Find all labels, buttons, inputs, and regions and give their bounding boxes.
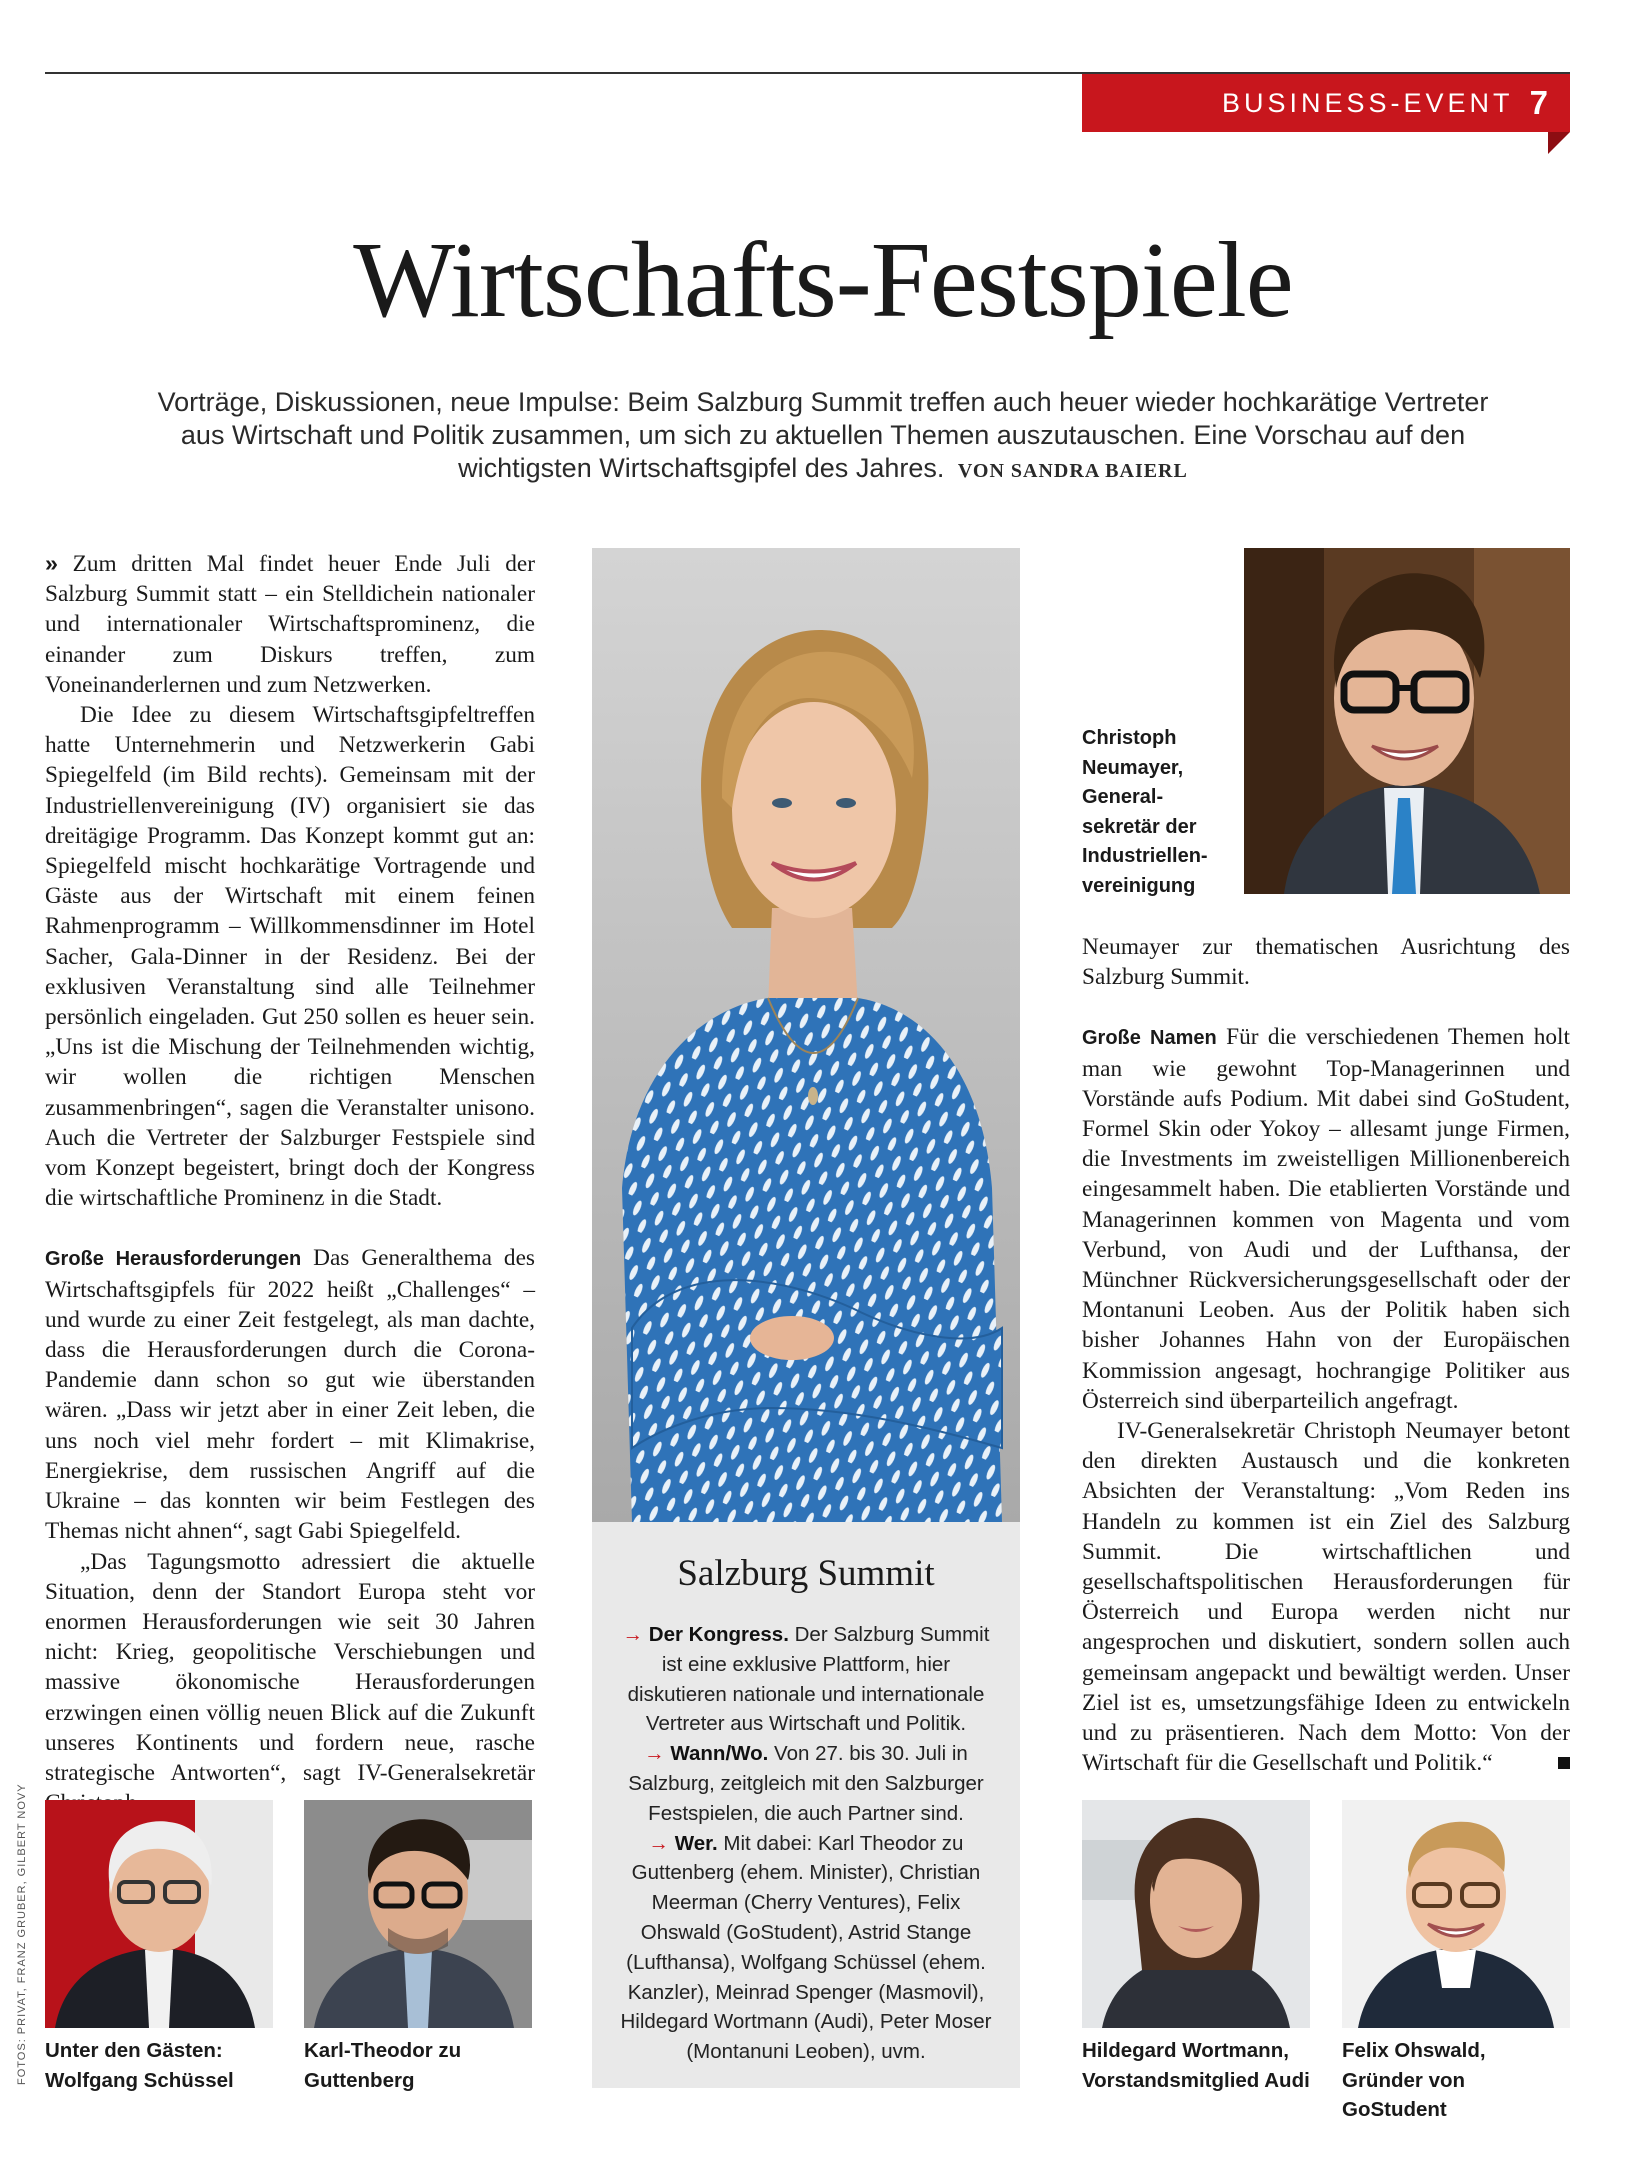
subheading: Große Herausforderungen xyxy=(45,1248,302,1271)
portrait-illustration xyxy=(304,1800,532,2028)
portrait-illustration xyxy=(45,1800,273,2028)
info-item-label: Wer. xyxy=(674,1831,718,1855)
arrow-icon: → xyxy=(648,1831,670,1855)
neumayer-caption: Christoph Neumayer, Generalsekretär der Industriellenvereinigung xyxy=(1082,727,1208,897)
portrait-illustration xyxy=(1244,548,1570,894)
schuessel-photo xyxy=(45,1800,273,2028)
paragraph xyxy=(45,1243,535,1546)
paragraph xyxy=(1082,1022,1570,1416)
guttenberg-photo xyxy=(304,1800,532,2028)
info-item-text: Der Salzburg Summit ist eine exklusive Plattform, hier diskutieren nationale und internationale Vertreter aus Wirtschaft und Politik. xyxy=(627,1623,990,1736)
schuessel-caption: Unter den Gästen: Wolfgang Schüssel xyxy=(45,2039,234,2092)
portrait-illustration xyxy=(592,548,1020,1522)
article-column-left xyxy=(45,548,535,1818)
end-mark xyxy=(1558,1757,1570,1769)
info-item-label: Der Kongress. xyxy=(648,1623,789,1646)
wortmann-caption: Hildegard Wortmann, Vorstandsmitglied Audi xyxy=(1082,2039,1310,2092)
info-item-label: Wann/Wo. xyxy=(670,1742,769,1766)
wortmann-photo xyxy=(1082,1800,1310,2028)
info-item-text: Mit dabei: Karl Theodor zu Guttenberg (ehem. Minister), Christian Meerman (Cherry Ventures), Felix Ohswald (GoStudent), Astrid Stange (Lufthansa), Wolfgang Schüssel (ehem. Kanzler), Meinrad Spenger (Masmovil), Hildegard Wortmann (Audi), Peter Moser (Montanuni Leoben), uvm. xyxy=(620,1831,992,2064)
deck xyxy=(140,386,1506,488)
paragraph xyxy=(1082,1416,1570,1778)
paragraph-text: Für die verschiedenen Themen holt man wie gewohnt Top-Managerinnen und Vorstände aufs Podium. Mit dabei sind GoStudent, Formel Skin oder Yokoy – allesamt junge Firmen, die Investments im zweistelligen Millionenbereich eingesammelt haben. Die etablierten Vorstände und Managerinnen kommen von Magenta und vom Verbund, von Audi und der Lufthansa, der Münchner Rückversicherungsgesellschaft oder der Montanuni Leoben. Aus der Politik haben sich bisher Johannes Hahn von der Europäischen Kommission angesagt, hochrangige Politiker aus Österreich sind überparteilich angefragt. xyxy=(1082,1024,1571,1414)
neumayer-photo xyxy=(1244,548,1570,894)
paragraph: Die Idee zu diesem Wirtschaftsgipfeltreffen hatte Unternehmerin und Netzwerkerin Gabi Spiegelfeld (im Bild rechts). Gemeinsam mit der Industriellenvereinigung (IV) organisiert sie das dreitägige Programm. Das Konzept kommt gut an: Spiegelfeld mischt hochkarätige Vortragende und Gäste aus der Wirtschaft mit einem feinen Rahmenprogramm – Willkommensdinner im Hotel Sacher, Gala-Dinner in der Residenz. Bei der exklusiven Veranstaltung sind alle Teilnehmer persönlich eingeladen. Gut 250 sollen es heuer sein. „Uns ist die Mischung der Teilnehmenden wichtig, wir wollen die richtigen Menschen zusammenbringen“, sagen die Veranstalter unisono. Auch die Vertreter der Salzburger Festspiele sind vom Konzept begeistert, bringt doch der Kongress die wirtschaftliche Prominenz in die Stadt. xyxy=(45,702,535,1212)
deck-text: Vorträge, Diskussionen, neue Impulse: Beim Salzburg Summit treffen auch heuer wieder hochkarätige Vertreter aus Wirtschaft und Politik zusammen, um sich zu aktuellen Themen auszutauschen. Eine Vorschau auf den wichtigsten Wirtschaftsgipfel des Jahres. xyxy=(157,387,1489,483)
byline: VON SANDRA BAIERL xyxy=(957,460,1188,482)
main-portrait-photo xyxy=(592,548,1020,1522)
headline: Wirtschafts-Festspiele xyxy=(353,221,1293,340)
info-box-title: Salzburg Summit xyxy=(677,1553,935,1594)
ohswald-caption: Felix Ohswald, Gründer von GoStudent xyxy=(1342,2039,1486,2121)
rubric-fold xyxy=(1548,132,1570,154)
ohswald-photo xyxy=(1342,1800,1570,2028)
info-box xyxy=(592,1522,1020,2088)
lead-mark: » xyxy=(45,550,58,576)
portrait-illustration xyxy=(1342,1800,1570,2028)
portrait-illustration xyxy=(1082,1800,1310,2028)
paragraph xyxy=(45,548,535,700)
paragraph-text: Zum dritten Mal findet heuer Ende Juli der Salzburg Summit statt – ein Stelldichein nationaler und internationaler Wirtschaftsprominenz, die einander zum Diskurs treffen, zum Voneinanderlernen und zum Netzwerken. xyxy=(45,551,535,698)
arrow-icon: → xyxy=(644,1742,665,1766)
paragraph-text: IV-Generalsekretär Christoph Neumayer betont den direkten Austausch und die konkreten Absichten der Veranstaltung: „Vom Reden ins Handeln zu kommen ist ein Ziel des Salzburg Summit. Die wirtschaftlichen und gesellschaftspolitischen Herausforderungen für Österreich und Europa werden nicht nur angesprochen und diskutiert, sondern sollen auch gemeinsam angepackt und bewältigt werden. Unser Ziel ist es, umsetzungsfähige Ideen zu entwickeln und zu präsentieren. Nach dem Motto: Von der Wirtschaft für die Gesellschaft und Politik.“ xyxy=(1082,1418,1570,1777)
info-box-body xyxy=(614,1620,998,2067)
section-rubric xyxy=(1082,74,1570,132)
page-number: 7 xyxy=(1529,84,1548,121)
photo-credit xyxy=(16,1783,38,2090)
guttenberg-caption: Karl-Theodor zu Guttenberg xyxy=(304,2039,462,2092)
subheading: Große Namen xyxy=(1082,1027,1217,1050)
section-label: BUSINESS-EVENT xyxy=(1222,88,1514,118)
paragraph-text: Das Generalthema des Wirtschaftsgipfels für 2022 heißt „Challenges“ – und wurde zu einer Zeit festgelegt, als man dachte, dass die Herausforderungen durch die Corona-Pandemie dann schon so gut wie überstanden wären. „Dass wir jetzt aber in einer Zeit leben, die uns noch viel mehr fordert – mit Klimakrise, Energiekrise, dem russischen Angriff auf die Ukraine – das konnten wir beim Festlegen des Themas nicht ahnen“, sagt Gabi Spiegelfeld. xyxy=(45,1245,535,1545)
paragraph: Neumayer zur thematischen Ausrichtung des Salzburg Summit. xyxy=(1082,934,1570,991)
photo-credit-text: FOTOS: PRIVAT, FRANZ GRUBER, GILBERT NOVY xyxy=(16,1783,28,2085)
info-item-text: Von 27. bis 30. Juli in Salzburg, zeitgleich mit den Salzburger Festspielen, die auch Partner sind. xyxy=(628,1742,984,1825)
article-column-right xyxy=(1082,932,1570,1778)
arrow-icon: → xyxy=(622,1623,644,1646)
paragraph: „Das Tagungsmotto adressiert die aktuelle Situation, denn der Standort Europa steht vor enormen Herausforderungen wie seit 30 Jahren nicht: Krieg, geopolitische Verschiebungen und massive ökonomische Herausforderungen erzwingen einen völlig neuen Blick auf die Zukunft unseres Kontinents und fordern neue, rasche strategische Antworten“, sagt IV-Generalsekretär xyxy=(45,1548,535,1786)
